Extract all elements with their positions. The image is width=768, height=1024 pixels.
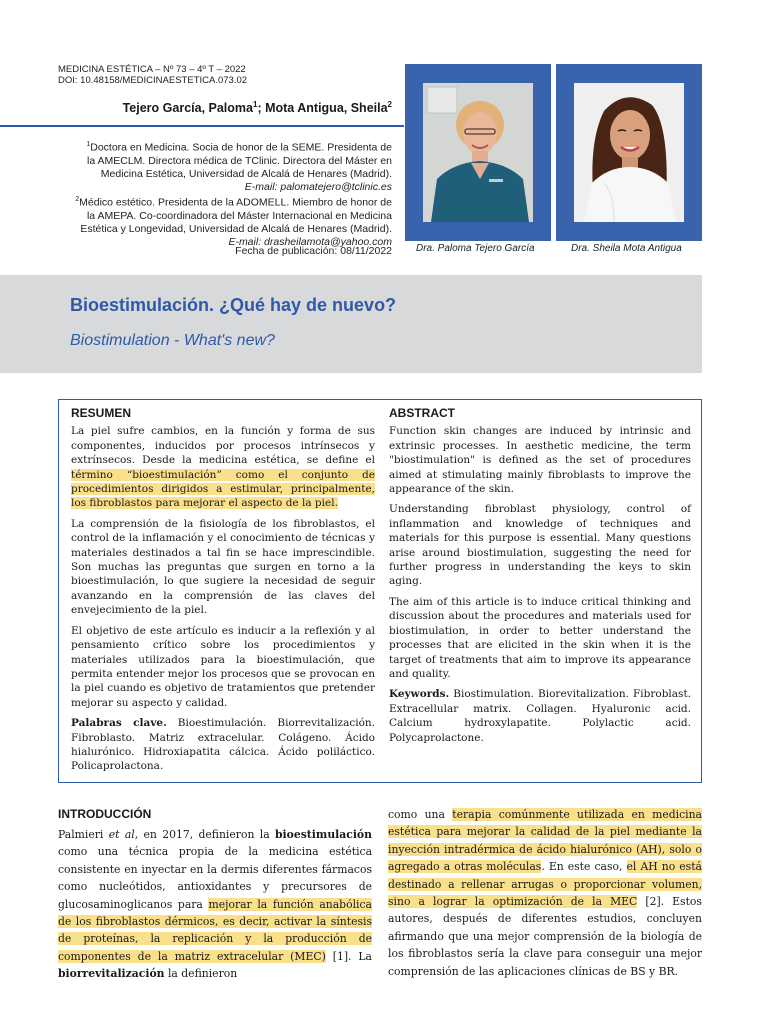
photo-caption-2: Dra. Sheila Mota Antigua: [571, 243, 682, 254]
intro-l-b: , en 2017, definieron la: [134, 828, 275, 841]
resumen-paragraph-1: [71, 424, 375, 510]
aff2-line2: la AMEPA. Co-coordinadora del Máster Internacional en Medicina: [86, 209, 392, 222]
abstract-column: [389, 406, 691, 751]
intro-r-highlight-2: el AH no está destinado a rellenar arrugas o proporcionar volumen, sino a lograr la optimización de la MEC: [388, 860, 702, 909]
abstract-heading: ABSTRACT: [389, 406, 455, 420]
abstract-paragraph-3: The aim of this article is to induce critical thinking and discussion about the procedures and materials used for biostimulation, in order to better understand the processes that are elicited in the skin when it is the target of treatments that aim to improve its appearance and quality.: [389, 595, 691, 680]
intro-l-highlight: mejorar la función anabólica de los fibroblastos dérmicos, es decir, activar la síntesis de proteínas, la replicación y la producción de componentes de la matriz extracelular (MEC): [58, 897, 372, 963]
intro-r-c: [2]. Estos autores, después de diferentes estudios, concluyen afirmando que una mejor comprensión de la biología de los fibroblastos sería la clave para conseguir una mejor comprensión de las aplicaciones clínicas de BS y BR.: [388, 895, 702, 978]
aff1-line3: Medicina Estética, Universidad de Alcalá de Henares (Madrid).: [100, 167, 392, 180]
author-2: Mota Antigua, Sheila: [265, 101, 388, 116]
intro-right-column: [388, 806, 702, 980]
abstract-box: [58, 399, 702, 783]
resumen-paragraph-3: El objetivo de este artículo es inducir a la reflexión y al pensamiento crítico sobre los procedimientos y materiales utilizados para la bioestimulación, que permita entender mejor los procesos que se provocan en la piel cuando es objetivo de tratamientos que pretender mejorar su aspecto y calidad.: [71, 624, 375, 709]
author-separator: ;: [257, 101, 266, 116]
header-rule: [0, 125, 404, 127]
resumen-keywords: [71, 716, 375, 774]
publication-date: Fecha de publicación: 08/11/2022: [235, 245, 392, 257]
resumen-paragraph-2: La comprensión de la fisiología de los fibroblastos, el control de la inflamación y el conocimiento de técnicas y materiales destinados a tal fin se hace imprescindible. Son muchas las preguntas que surgen en torno a la bioestimulación, lo que sugiere la necesidad de seguir avanzando en la comprensión de las claves del envejecimiento de la piel.: [71, 517, 375, 617]
resumen-column: [71, 406, 375, 780]
aff1-email[interactable]: E-mail: palomatejero@tclinic.es: [244, 180, 392, 193]
aff1-line1: Doctora en Medicina. Socia de honor de la SEME. Presidenta de: [90, 141, 392, 154]
abstract-paragraph-1: Function skin changes are induced by intrinsic and extrinsic processes. In aesthetic medicine, the term "biostimulation" is defined as the set of procedures aimed at stimulating mainly fibroblasts to improve the appearance of the skin.: [389, 425, 691, 496]
intro-etal: et al: [108, 828, 135, 841]
resumen-p1-highlight: término “bioestimulación” como el conjunto de procedimientos dirigidos a estimular, principalmente, los fibroblastos para mejorar el aspecto de la piel.: [71, 468, 375, 510]
resumen-p1-text: La piel sufre cambios, en la función y forma de sus componentes, inducidos por procesos intrínsecos y extrínsecos. Desde la medicina estética, se define el: [71, 425, 375, 467]
article-title: Bioestimulación. ¿Qué hay de nuevo?: [70, 295, 397, 315]
journal-info: [58, 64, 247, 86]
article-title-english: Biostimulation - What's new?: [70, 332, 275, 349]
author-photo-2: [574, 83, 684, 222]
author-1-sup: 1: [252, 100, 258, 109]
authors-line: [123, 100, 392, 115]
photo-frame-1: [405, 64, 551, 241]
resumen-keywords-text: Bioestimulación. Biorrevitalización. Fibroblasto. Matriz extracelular. Colágeno. Ácido hialurónico. Hidroxiapatita cálcica. Ácido poliláctico. Policaprolactona.: [71, 717, 376, 773]
journal-issue: MEDICINA ESTÉTICA – Nº 73 – 4º T – 2022: [58, 64, 246, 75]
resumen-keywords-label: Palabras clave.: [71, 717, 167, 730]
author-1: Tejero García, Paloma: [122, 101, 253, 116]
affiliation-2: [52, 193, 392, 249]
intro-l-c: como una técnica propia de la medicina estética consistente en inyectar en la dermis diferentes fármacos como nucleótidos, antioxidantes y precursores de glucosaminoglicanos para: [58, 845, 372, 911]
aff2-line1: Médico estético. Presidenta de la ADOMELL. Miembro de honor de: [79, 196, 392, 209]
aff2-sup: 2: [75, 196, 80, 203]
aff1-line2: la AMECLM. Directora médica de TClinic. Directora del Máster en: [87, 154, 392, 167]
intro-r-b: . En este caso,: [541, 860, 627, 874]
aff2-line3: Estética y Longevidad, Universidad de Alcalá de Henares (Madrid).: [80, 222, 392, 235]
title-band: [0, 275, 702, 373]
author-2-sup: 2: [387, 100, 392, 109]
intro-left-column: [58, 806, 372, 983]
photo-caption-1: Dra. Paloma Tejero García: [416, 243, 535, 254]
intro-r-highlight-1: terapia comúnmente utilizada en medicina estética para mejorar la calidad de la piel mediante la inyección intradérmica de ácido hialurónico (AH), solo o agregado a otras moléculas: [388, 808, 702, 874]
intro-l-e: la definieron: [164, 967, 238, 981]
intro-r-a: como una: [388, 808, 453, 821]
abstract-keywords: [389, 687, 691, 745]
abstract-keywords-label: Keywords.: [389, 688, 450, 701]
term-biorrevitalizacion: biorrevitalización: [58, 967, 165, 981]
aff1-sup: 1: [86, 141, 91, 148]
intro-l-d: [1]. La: [325, 949, 372, 963]
photo-frame-2: [556, 64, 702, 241]
term-bioestimulacion: bioestimulación: [275, 828, 372, 841]
abstract-paragraph-2: Understanding fibroblast physiology, control of inflammation and knowledge of techniques and materials for this purpose is essential. Many questions arise around biostimulation, suggesting the need for further progress in understanding the keys to skin aging.: [389, 503, 691, 588]
affiliation-1: [52, 138, 392, 194]
intro-paragraph-right: [388, 806, 702, 980]
journal-doi: DOI: 10.48158/MEDICINAESTETICA.073.02: [58, 75, 248, 86]
intro-paragraph-left: [58, 826, 372, 983]
resumen-heading: RESUMEN: [71, 406, 132, 420]
aff2-email[interactable]: E-mail: drasheilamota@yahoo.com: [228, 235, 392, 248]
intro-heading: INTRODUCCIÓN: [58, 807, 152, 821]
abstract-keywords-text: Biostimulation. Biorevitalization. Fibroblast. Extracellular matrix. Collagen. Hyaluronic acid. Calcium hydroxylapatite. Polylactic acid. Polycaprolactone.: [389, 688, 691, 744]
author-photo-1: [423, 83, 533, 222]
intro-l-a: Palmieri: [58, 828, 109, 841]
